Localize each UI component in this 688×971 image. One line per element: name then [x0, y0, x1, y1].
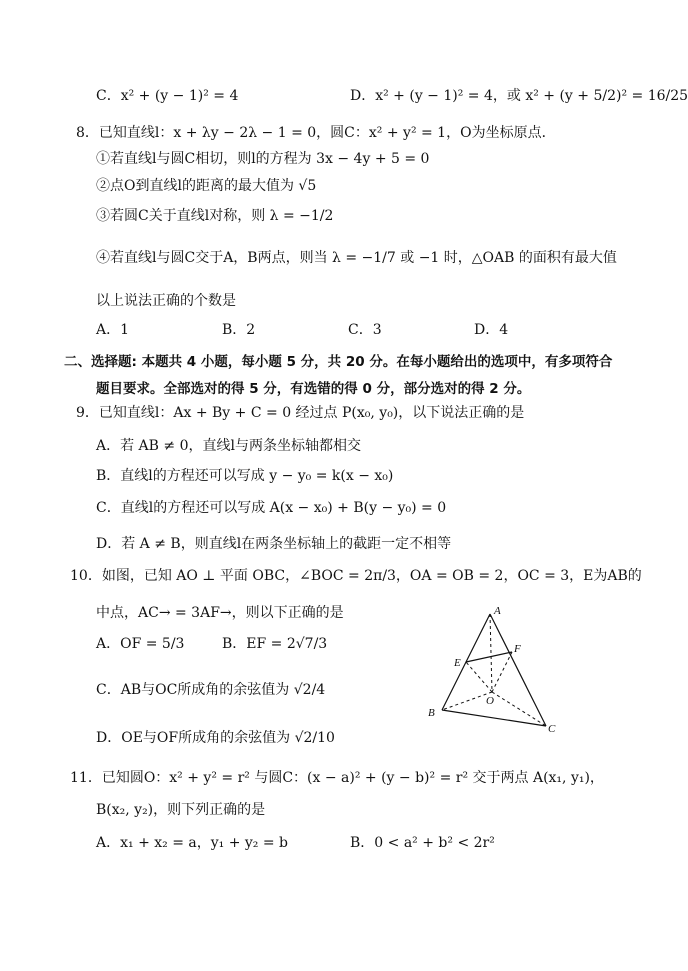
- q7-option-c: C．x² + (y − 1)² = 4: [96, 88, 239, 104]
- q9-option-b: B．直线l的方程还可以写成 y − y₀ = k(x − x₀): [96, 468, 394, 484]
- q8-question: 以上说法正确的个数是: [96, 293, 236, 309]
- label-c: C: [548, 723, 556, 735]
- q10-stem-1: 10．如图，已知 AO ⊥ 平面 OBC，∠BOC = 2π/3，OA = OB = 2，OC = 3，E为AB的: [70, 568, 642, 584]
- label-o: O: [486, 695, 494, 707]
- q11-stem-1: 11．已知圆O：x² + y² = r² 与圆C：(x − a)² + (y − b)² = r² 交于两点 A(x₁, y₁)，: [70, 770, 604, 786]
- section-heading-line2: 题目要求。全部选对的得 5 分，有选错的得 0 分，部分选对的得 2 分。: [96, 381, 531, 397]
- tetrahedron-figure: [420, 600, 570, 740]
- label-f: F: [514, 643, 521, 655]
- q8-option-d: D．4: [474, 322, 509, 338]
- q9-option-c: C．直线l的方程还可以写成 A(x − x₀) + B(y − y₀) = 0: [96, 500, 447, 516]
- q7-option-d: D．x² + (y − 1)² = 4，或 x² + (y + 5/2)² = 16/25: [350, 88, 688, 104]
- q10-option-c: C．AB与OC所成角的余弦值为 √2/4: [96, 682, 326, 698]
- q9-stem: 9．已知直线l：Ax + By + C = 0 经过点 P(x₀, y₀)，以下说法正确的是: [76, 405, 525, 421]
- q10-option-b: B．EF = 2√7/3: [222, 636, 328, 652]
- q8-option-a: A．1: [96, 322, 130, 338]
- label-e: E: [454, 657, 461, 669]
- q8-statement-4: ④若直线l与圆C交于A，B两点，则当 λ = −1/7 或 −1 时，△OAB 的面积有最大值: [96, 250, 617, 266]
- q10-option-a: A．OF = 5/3: [96, 636, 185, 652]
- label-a: A: [494, 605, 501, 617]
- section-heading-line1: 二、选择题: 本题共 4 小题，每小题 5 分，共 20 分。在每小题给出的选项中，有多项符合: [64, 354, 613, 370]
- q8-option-b: B．2: [222, 322, 256, 338]
- label-b: B: [428, 707, 435, 719]
- segment-oe: [466, 662, 492, 692]
- segment-of: [492, 652, 512, 692]
- q9-option-a: A．若 AB ≠ 0，直线l与两条坐标轴都相交: [96, 438, 361, 454]
- q8-stem: 8．已知直线l：x + λy − 2λ − 1 = 0，圆C：x² + y² = 1，O为坐标原点．: [76, 125, 556, 141]
- q10-stem-2: 中点，AC→ = 3AF→，则以下正确的是: [96, 605, 344, 621]
- q8-option-c: C．3: [348, 322, 382, 338]
- q9-option-d: D．若 A ≠ B，则直线l在两条坐标轴上的截距一定不相等: [96, 536, 452, 552]
- q11-stem-2: B(x₂, y₂)，则下列正确的是: [96, 802, 266, 818]
- q11-option-a: A．x₁ + x₂ = a，y₁ + y₂ = b: [96, 835, 289, 851]
- segment-ef: [466, 652, 512, 662]
- q8-statement-3: ③若圆C关于直线l对称，则 λ = −1/2: [96, 208, 334, 224]
- q10-option-d: D．OE与OF所成角的余弦值为 √2/10: [96, 730, 335, 746]
- edge-bc: [442, 710, 546, 726]
- q8-statement-1: ①若直线l与圆C相切，则l的方程为 3x − 4y + 5 = 0: [96, 151, 430, 167]
- q11-option-b: B．0 < a² + b² < 2r²: [350, 835, 495, 851]
- edge-ao: [490, 614, 492, 692]
- q8-statement-2: ②点O到直线l的距离的最大值为 √5: [96, 178, 317, 194]
- edge-ac: [490, 614, 546, 726]
